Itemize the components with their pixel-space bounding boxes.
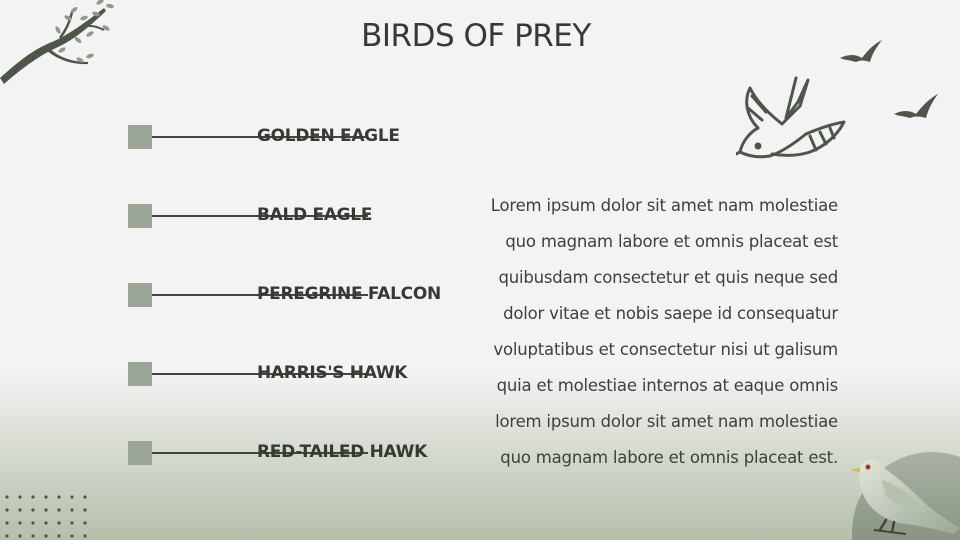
- body-paragraph: [470, 188, 838, 476]
- list-marker: [128, 441, 152, 465]
- flying-bird-icon: [838, 38, 884, 66]
- paragraph-line: dolor vitae et nobis saepe id consequatur: [503, 304, 838, 323]
- item-label: BALD EAGLE: [257, 205, 373, 225]
- list-item: [128, 362, 458, 386]
- paragraph-line: voluptatibus et consectetur nisi ut galisum: [493, 340, 838, 359]
- list-marker: [128, 204, 152, 228]
- list-item: [128, 204, 458, 228]
- paragraph-line: lorem ipsum dolor sit amet nam molestiae: [495, 412, 838, 431]
- paragraph-line: Lorem ipsum dolor sit amet nam molestiae: [490, 196, 838, 215]
- paragraph-line: quibusdam consectetur et quis neque sed: [498, 268, 838, 287]
- dot-grid-icon: [4, 494, 94, 540]
- item-label: RED-TAILED HAWK: [257, 442, 427, 462]
- paragraph-line: quo magnam labore et omnis placeat est.: [500, 448, 838, 467]
- list-item: [128, 283, 458, 307]
- slide-title: BIRDS OF PREY: [361, 18, 591, 54]
- item-label: HARRIS'S HAWK: [257, 363, 408, 383]
- list-marker: [128, 362, 152, 386]
- perched-bird-icon: [846, 450, 960, 540]
- item-label: PEREGRINE FALCON: [257, 284, 441, 304]
- list-marker: [128, 125, 152, 149]
- paragraph-line: quia et molestiae internos at eaque omnis: [496, 376, 838, 395]
- swallow-icon: [736, 72, 848, 162]
- item-label: GOLDEN EAGLE: [257, 126, 400, 146]
- flying-bird-icon: [892, 92, 940, 122]
- list-marker: [128, 283, 152, 307]
- paragraph-line: quo magnam labore et omnis placeat est: [505, 232, 838, 251]
- list-item: [128, 441, 458, 465]
- list-item: [128, 125, 458, 149]
